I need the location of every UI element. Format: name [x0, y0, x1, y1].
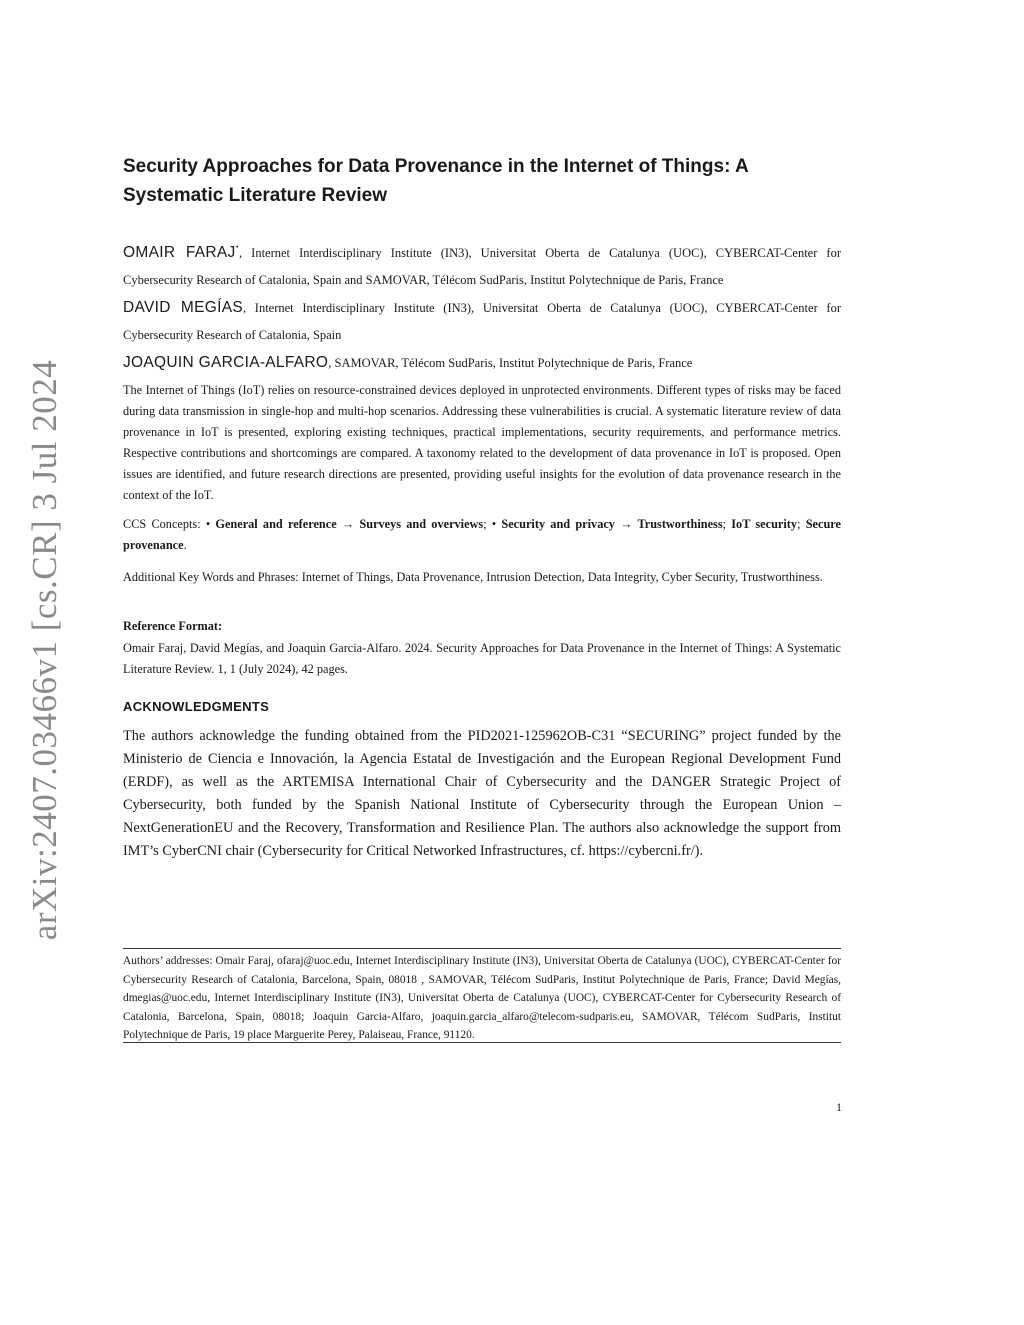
author-entry — [123, 235, 841, 294]
ccs-concept: IoT security — [731, 517, 798, 531]
ccs-concepts: CCS Concepts: • General and reference → Surveys and overviews; • Security and privacy → Trustworthiness; IoT security; Secure provenance. — [123, 517, 841, 552]
author-affiliation: , Internet Interdisciplinary Institute (IN3), Universitat Oberta de Catalunya (UOC), CYBERCAT-Center for Cybersecurity Research of Catalonia, Spain — [123, 301, 842, 343]
author-name: OMAIR FARAJ* — [123, 244, 239, 262]
arxiv-identifier: arXiv:2407.03466v1 [cs.CR] 3 Jul 2024 — [25, 359, 64, 941]
author-name: JOAQUIN GARCIA-ALFARO — [123, 354, 329, 372]
reference-format-text: Omair Faraj, David Megías, and Joaquin Garcia-Alfaro. 2024. Security Approaches for Data Provenance in the Internet of Things: A Systematic Literature Review. 1, 1 (July 2024), 42 pages. — [123, 641, 841, 676]
author-affiliation: , Internet Interdisciplinary Institute (IN3), Universitat Oberta de Catalunya (UOC), CYBERCAT-Center for Cybersecurity Research of Catalonia, Spain and SAMOVAR, Télécom SudParis, Institut Polytechnique de Paris, France — [123, 246, 841, 288]
ccs-concept: Secure provenance — [123, 517, 841, 552]
author-name: DAVID MEGÍAS — [123, 299, 243, 317]
paper-title: Security Approaches for Data Provenance in the Internet of Things: A Systematic Literature Review — [123, 156, 748, 206]
abstract: The Internet of Things (IoT) relies on resource-constrained devices deployed in unprotected environments. Different types of risks may be faced during data transmission in single-hop and multi-hop scenarios. Addressing these vulnerabilities is crucial. A systematic literature review of data provenance in IoT is presented, exploring existing techniques, practical implementations, security requirements, and performance metrics. Respective contributions and shortcomings are compared. A taxonomy related to the development of data provenance in IoT is proposed. Open issues are identified, and future research directions are presented, providing useful insights for the evolution of data provenance research in the context of the IoT. — [123, 383, 841, 502]
footnote-rule-bottom — [123, 1042, 841, 1043]
author-entry — [123, 294, 841, 349]
author-affiliation: , SAMOVAR, Télécom SudParis, Institut Polytechnique de Paris, France — [328, 356, 693, 371]
keywords: Additional Key Words and Phrases: Internet of Things, Data Provenance, Intrusion Detection, Data Integrity, Cyber Security, Trustworthiness. — [123, 570, 823, 584]
author-list — [123, 235, 841, 377]
reference-format-heading: Reference Format: — [123, 619, 223, 633]
author-entry — [123, 349, 841, 377]
ccs-concept: General and reference → Surveys and overviews — [215, 517, 484, 531]
acknowledgments-heading: ACKNOWLEDGMENTS — [123, 699, 270, 714]
page-number: 1 — [836, 1100, 842, 1114]
acknowledgments-text: The authors acknowledge the funding obtained from the PID2021-125962OB-C31 “SECURING” project funded by the Ministerio de Ciencia e Innovación, la Agencia Estatal de Investigación and the European Regional Development Fund (ERDF), as well as the ARTEMISA International Chair of Cybersecurity and the DANGER Strategic Project of Cybersecurity, both funded by the Spanish National Institute of Cybersecurity through the European Union – NextGenerationEU and the Recovery, Transformation and Resilience Plan. The authors also acknowledge the support from IMT’s CyberCNI chair (Cybersecurity for Critical Networked Infrastructures, cf. https://cybercni.fr/). — [123, 728, 841, 859]
footnote-rule-top — [123, 948, 841, 949]
authors-addresses-footnote: Authors’ addresses: Omair Faraj, ofaraj@uoc.edu, Internet Interdisciplinary Institute (IN3), Universitat Oberta de Catalunya (UOC), CYBERCAT-Center for Cybersecurity Research of Catalonia, Barcelona, Spain, 08018 , SAMOVAR, Télécom SudParis, Institut Polytechnique de Paris, France; David Megías, dmegias@uoc.edu, Internet Interdisciplinary Institute (IN3), Universitat Oberta de Catalunya (UOC), CYBERCAT-Center for Cybersecurity Research of Catalonia, Barcelona, Spain, 08018; Joaquin Garcia-Alfaro, joaquin.garcia_alfaro@telecom-sudparis.eu, SAMOVAR, Télécom SudParis, Institut Polytechnique de Paris, 19 place Marguerite Perey, Palaiseau, France, 91120. — [123, 955, 841, 1041]
ccs-concept: Security and privacy → Trustworthiness — [501, 517, 723, 531]
